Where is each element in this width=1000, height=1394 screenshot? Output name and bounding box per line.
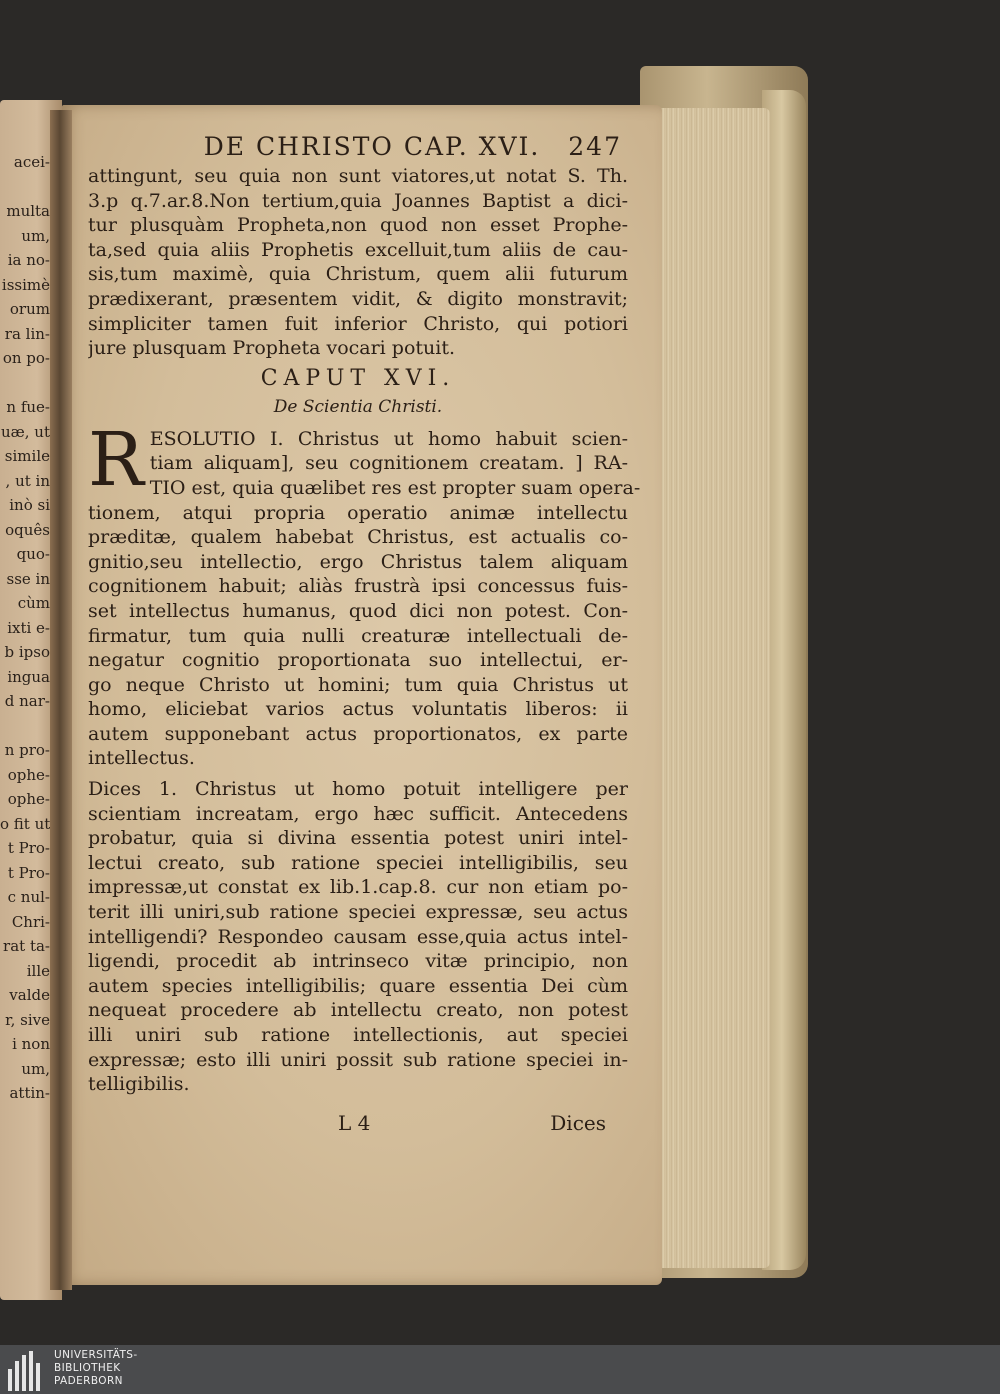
- text-line: tionem, atqui propria operatio animæ intellectu: [88, 501, 628, 524]
- previous-page-line: orum: [9, 300, 50, 318]
- previous-page-line: [0, 175, 50, 200]
- previous-page-line: n pro-: [4, 741, 50, 759]
- text-line: præditæ, qualem habebat Christus, est actualis co-: [88, 526, 628, 549]
- text-line: ESOLUTIO I. Christus ut homo habuit scien-: [149, 427, 628, 450]
- running-header: [88, 132, 628, 162]
- text-line: autem supponebant actus proportionatos, ex parte: [88, 722, 628, 745]
- resolutio-paragraph: [88, 416, 641, 771]
- text-line: tur plusquàm Propheta,non quod non esset Prophe-: [88, 214, 628, 237]
- catchword: Dices: [550, 1110, 606, 1135]
- previous-page-line: ixti e-: [7, 618, 50, 637]
- text-line: telligibilis.: [88, 1073, 190, 1096]
- previous-page-line: b ipso: [4, 643, 50, 661]
- text-line: probatur, quia si divina essentia potest uniri intel-: [88, 827, 628, 850]
- previous-page-line: , ut in: [5, 471, 50, 490]
- previous-page-line: [0, 714, 50, 739]
- previous-page-line: um,: [21, 226, 50, 245]
- previous-page-line: inò si: [9, 496, 50, 514]
- previous-page-line: quo-: [16, 545, 50, 563]
- previous-page-line: um,: [21, 1059, 50, 1078]
- text-line: tiam aliquam], seu cognitionem creatam. ] RA-: [149, 452, 628, 475]
- previous-page-line: o fit ut: [0, 814, 50, 833]
- dices-paragraph: [88, 777, 628, 1097]
- drop-cap: R: [88, 416, 144, 503]
- previous-page-line: Chri-: [11, 912, 50, 931]
- text-line: jure plusquam Propheta vocari potuit.: [88, 337, 456, 360]
- text-line: prædixerant, præsentem vidit, & digito monstravit;: [88, 287, 628, 310]
- text-line: 3.p q.7.ar.8.Non tertium,quia Joannes Baptist a dici-: [88, 189, 628, 212]
- text-line: set intellectus humanus, quod dici non potest. Con-: [88, 599, 628, 622]
- previous-page-line: r, sive: [5, 1010, 50, 1029]
- text-line: terit illi uniri,sub ratione speciei expressæ, seu actus: [88, 901, 628, 924]
- previous-page-line: t Pro-: [7, 839, 50, 857]
- previous-page-line: n fue-: [6, 398, 50, 416]
- previous-page-line: ophe-: [7, 790, 50, 808]
- text-line: autem species intelligibilis; quare essentia Dei cùm: [88, 974, 628, 997]
- previous-page-line: [0, 371, 50, 396]
- text-line: go neque Christo ut homini; tum quia Christus ut: [88, 673, 628, 696]
- text-line: nequeat procedere ab intellectu creato, non potest: [88, 999, 628, 1022]
- page-number: 247: [568, 132, 622, 161]
- page-fore-edge: [645, 108, 770, 1268]
- text-line: gnitio,seu intellectio, ergo Christus talem aliquam: [88, 550, 628, 573]
- signature-mark: L 4: [338, 1110, 371, 1135]
- previous-page-line: attin-: [9, 1084, 50, 1102]
- text-line: homo, eliciebat varios actus voluntatis liberos: ii: [88, 698, 628, 721]
- text-line: negatur cognitio proportionata suo intellectui, er-: [88, 649, 628, 672]
- previous-page-line: oquês: [5, 520, 50, 539]
- page-footer: [88, 1111, 628, 1136]
- text-line: Dices 1. Christus ut homo potuit intelligere per: [88, 778, 628, 801]
- text-line: intelligendi? Respondeo causam esse,quia actus intel-: [88, 925, 628, 948]
- previous-page-line: ia no-: [7, 251, 50, 269]
- chapter-subtitle: De Scientia Christi.: [273, 396, 443, 417]
- text-line: sis,tum maximè, quia Christum, quem alii futurum: [88, 263, 628, 286]
- book-gutter: [50, 110, 72, 1290]
- text-line: illi uniri sub ratione intellectionis, aut speciei: [88, 1024, 628, 1046]
- text-line: cognitionem habuit; aliàs frustrà ipsi concessus fuis-: [88, 575, 628, 598]
- previous-page-line: simile: [4, 447, 50, 465]
- previous-page-line: uæ, ut: [1, 422, 50, 441]
- text-line: scientiam increatam, ergo hæc sufficit. Antecedens: [88, 802, 628, 825]
- previous-page-line: sse in: [6, 569, 50, 588]
- previous-page-line: ra lin-: [4, 324, 50, 343]
- previous-page-line: valde: [9, 986, 50, 1004]
- previous-page-line: rat ta-: [3, 937, 50, 955]
- previous-page-text: [0, 150, 50, 1106]
- previous-page-line: cùm: [17, 594, 50, 612]
- institution-name: UNIVERSITÄTS- BIBLIOTHEK PADERBORN: [54, 1349, 138, 1387]
- page-text: [88, 132, 641, 1135]
- text-line: ligendi, procedit ab intrinseco vitæ principio, non: [88, 950, 628, 973]
- text-line: attingunt, seu quia non sunt viatores,ut notat S. Th.: [88, 165, 628, 187]
- previous-page-line: ingua: [7, 667, 50, 686]
- header-title: DE CHRISTO CAP. XVI.: [203, 132, 541, 161]
- intro-paragraph: [88, 164, 628, 361]
- previous-page-line: i non: [12, 1035, 50, 1053]
- text-line: firmatur, tum quia nulli creaturæ intellectuali de-: [88, 624, 628, 647]
- previous-page-line: ille: [26, 961, 50, 980]
- text-line: expressæ; esto illi uniri possit sub ratione speciei in-: [88, 1048, 628, 1071]
- text-line: ta,sed quia aliis Prophetis excelluit,tum aliis de cau-: [88, 238, 628, 261]
- previous-page-line: d nar-: [4, 692, 50, 710]
- text-line: intellectus.: [88, 747, 195, 770]
- previous-page-line: ophe-: [7, 765, 50, 784]
- text-line: simpliciter tamen fuit inferior Christo, qui potiori: [88, 312, 628, 335]
- previous-page-line: acei-: [13, 153, 50, 171]
- previous-page-line: t Pro-: [7, 863, 50, 882]
- library-logo-icon: [6, 1349, 48, 1391]
- institution-bar: [0, 1345, 1000, 1394]
- previous-page-line: c nul-: [7, 888, 50, 906]
- previous-page-line: issimè: [1, 275, 50, 294]
- text-line: TIO est, quia quælibet res est propter suam opera-: [149, 476, 641, 499]
- previous-page-line: multa: [6, 202, 50, 220]
- text-line: impressæ,ut constat ex lib.1.cap.8. cur non etiam po-: [88, 876, 628, 899]
- chapter-title: CAPUT XVI.: [260, 365, 456, 391]
- previous-page-line: on po-: [2, 349, 50, 367]
- text-line: lectui creato, sub ratione speciei intelligibilis, seu: [88, 851, 628, 874]
